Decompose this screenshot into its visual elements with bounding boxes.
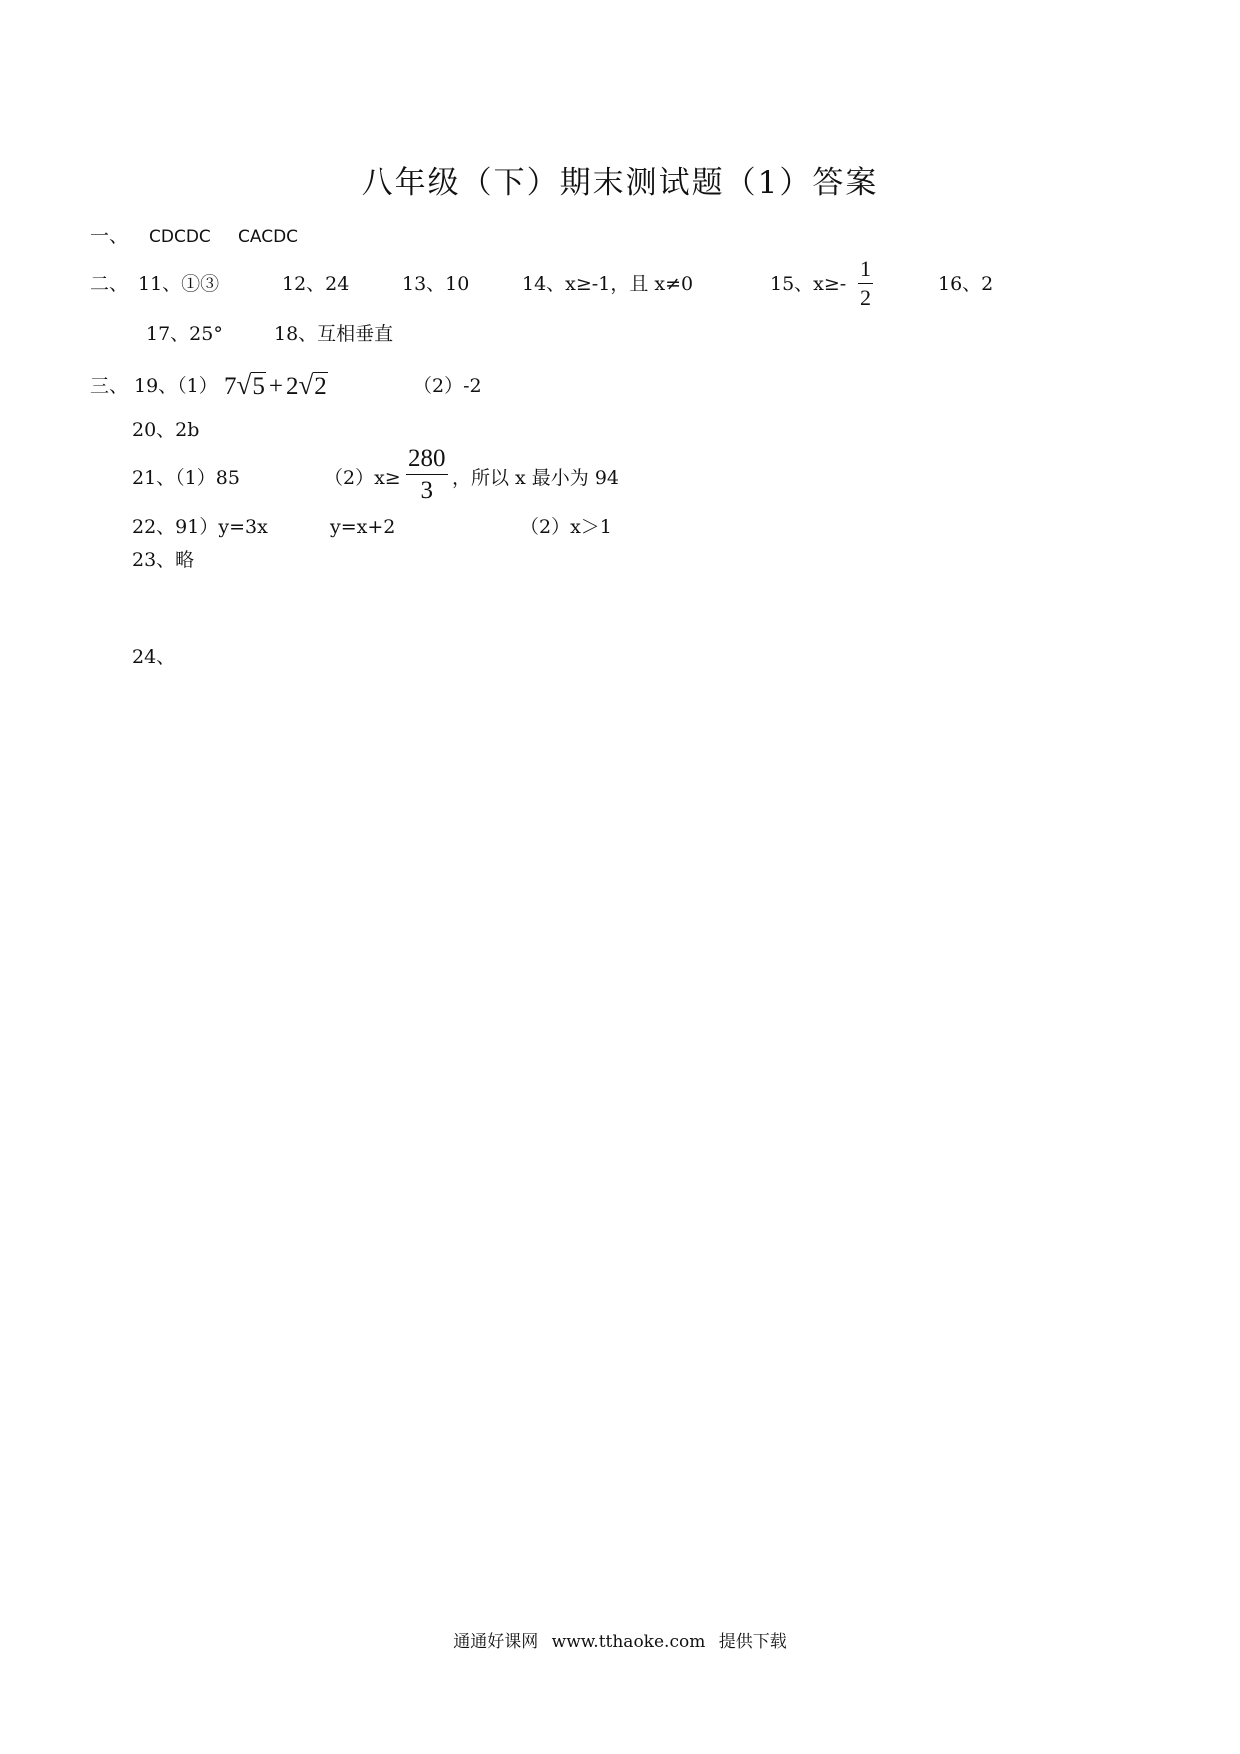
sqrt-icon: √ — [236, 370, 252, 400]
answer-q15-prefix: 15、x≥- — [770, 273, 847, 295]
answer-q22-part2: （2）x＞1 — [520, 516, 612, 538]
answer-q19-part2: （2）-2 — [413, 375, 482, 397]
answer-q21-part1: 21、（1）85 — [132, 467, 240, 489]
footer-url: www.tthaoke.com — [551, 1632, 706, 1652]
answer-q16: 16、2 — [938, 273, 994, 295]
page-footer — [0, 1634, 1240, 1651]
answer-q21-suffix: ，所以 x 最小为 94 — [452, 467, 620, 489]
fraction-denominator: 3 — [420, 477, 433, 504]
answer-q15-fraction — [858, 258, 873, 309]
answer-q11: 11、①③ — [138, 273, 220, 295]
answer-q14: 14、x≥-1，且 x≠0 — [522, 273, 694, 295]
answer-q24: 24、 — [132, 646, 176, 668]
fraction-numerator: 280 — [406, 446, 448, 475]
answer-q22-part1b: y=x+2 — [330, 516, 396, 538]
section1-answers-a: CDCDC — [149, 227, 211, 247]
answer-q22-part1: 22、91）y=3x — [132, 516, 268, 538]
radicand: 2 — [314, 373, 327, 400]
footer-site-name: 通通好课网 — [453, 1632, 539, 1652]
answer-q21-fraction — [406, 446, 448, 503]
section3-marker: 三、 — [90, 375, 129, 397]
answer-q20: 20、2b — [132, 419, 200, 441]
answer-q23: 23、略 — [132, 549, 195, 571]
fraction-numerator: 1 — [858, 258, 873, 284]
sqrt-icon: √ — [298, 370, 314, 400]
answer-q12: 12、24 — [282, 273, 350, 295]
page-title: 八年级（下）期末测试题（1）答案 — [361, 165, 879, 201]
answer-q17: 17、25° — [146, 323, 223, 345]
answer-q18: 18、互相垂直 — [274, 323, 394, 345]
fraction-denominator: 2 — [860, 285, 871, 310]
radical-coefficient: 7 — [224, 373, 237, 400]
answer-q21-part2-prefix: （2）x≥ — [324, 467, 401, 489]
radical-coefficient: 2 — [285, 373, 299, 400]
radicand: 5 — [252, 373, 265, 400]
section2-marker: 二、 — [90, 273, 129, 295]
plus-operator: + — [268, 373, 283, 400]
answer-q19-expression — [224, 372, 328, 399]
section1-answers-b: CACDC — [238, 227, 299, 247]
answer-q19-prefix: 19、（1） — [134, 375, 218, 397]
section1-marker: 一、 — [90, 225, 129, 247]
footer-suffix: 提供下载 — [718, 1632, 787, 1652]
answer-q13: 13、10 — [402, 273, 470, 295]
